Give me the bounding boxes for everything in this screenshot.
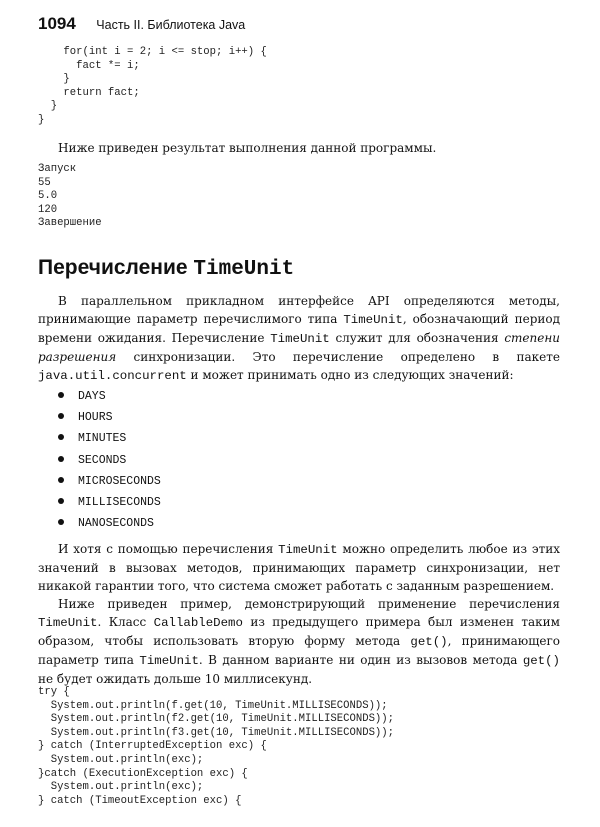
page-number: 1094 (38, 14, 76, 33)
list-item: MILLISECONDS (58, 492, 161, 513)
list-item: NANOSECONDS (58, 513, 161, 534)
list-item: DAYS (58, 386, 161, 407)
timeunit-values-list (58, 386, 161, 534)
heading-code: TimeUnit (193, 258, 295, 281)
code-listing-bottom: try { System.out.println(f.get(10, TimeUnit.MILLISECONDS)); System.out.println(f2.get(10, TimeUnit.MILLISECONDS)); System.out.println(f3.get(10, TimeUnit.MILLISECONDS)); } catch (InterruptedException exc) { System.out.println(exc); }catch (ExecutionException exc) { System.out.println(exc); } catch (TimeoutException exc) { (38, 686, 395, 807)
section-heading (38, 256, 294, 281)
bullet-icon (58, 477, 64, 483)
bullet-icon (58, 456, 64, 462)
heading-text: Перечисление (38, 256, 194, 279)
list-item: MINUTES (58, 428, 161, 449)
list-item: HOURS (58, 407, 161, 428)
bullet-icon (58, 413, 64, 419)
code-listing-top: for(int i = 2; i <= stop; i++) { fact *= i; } return fact; } } (38, 46, 267, 126)
paragraph-example: Ниже приведен пример, демонстрирующий применение перечисления TimeUnit. Класс CallableDemo из предыдущего примера был изменен таким образом, чтобы использовать вторую форму метода get(), принимающего параметр типа TimeUnit. В данном варианте ни один из вызовов метода get() не будет ожидать дольше 10 миллисекунд. (38, 597, 560, 686)
bullet-icon (58, 434, 64, 440)
bullet-icon (58, 392, 64, 398)
program-output: Запуск 55 5.0 120 Завершение (38, 163, 102, 230)
paragraph-resolution: И хотя с помощью перечисления TimeUnit можно определить любое из этих значений в вызовах методов, принимающих параметр синхронизации, нет никакой гарантии того, что система сможет работать с заданным разрешением. (38, 542, 560, 593)
bullet-icon (58, 519, 64, 525)
result-intro: Ниже приведен результат выполнения данной программы. (58, 141, 437, 155)
running-head: Часть II. Библиотека Java (96, 18, 246, 32)
page-header (38, 14, 245, 34)
paragraph-timeunit-intro: В параллельном прикладном интерфейсе API определяются методы, принимающие параметр перечислимого типа TimeUnit, обозначающий период времени ожидания. Перечисление TimeUnit служит для обозначения степени разрешения синхронизации. Это перечисление определено в пакете java.util.concurrent и может принимать одно из следующих значений: (38, 294, 560, 383)
list-item: SECONDS (58, 450, 161, 471)
list-item: MICROSECONDS (58, 471, 161, 492)
bullet-icon (58, 498, 64, 504)
